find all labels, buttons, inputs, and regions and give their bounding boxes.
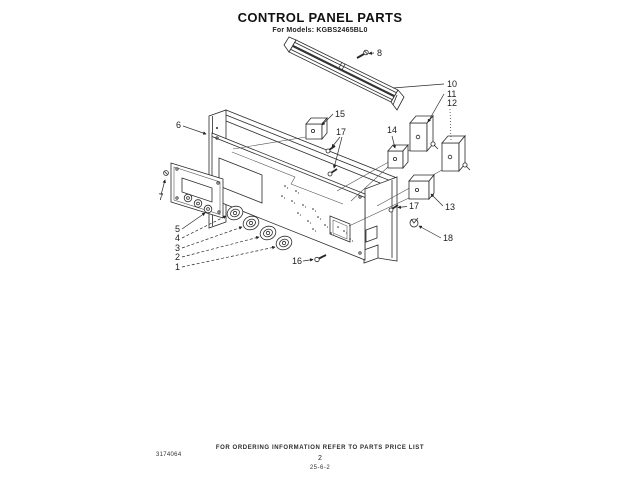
print-code: 25-6-2	[309, 465, 331, 471]
display-button	[204, 205, 212, 213]
screw-16	[315, 255, 326, 262]
callout-5: 5	[174, 224, 180, 234]
page-subtitle: For Models: KGBS2465BL0	[272, 27, 368, 34]
switch-block-13	[409, 175, 434, 199]
callout-2: 2	[174, 252, 180, 262]
document-number: 3174064	[156, 452, 182, 458]
callout-3: 3	[174, 243, 180, 253]
callout-11: 11	[447, 89, 457, 99]
callout-18: 18	[443, 233, 454, 243]
callout-17-top: 17	[335, 127, 347, 137]
screw-17-upper	[326, 146, 337, 176]
switch-block-11	[410, 116, 433, 151]
callout-13: 13	[445, 202, 456, 212]
display-button	[194, 200, 202, 208]
callout-14: 14	[386, 125, 398, 135]
callout-8: 8	[377, 48, 383, 58]
switch-block-12	[442, 136, 465, 171]
callout-12: 12	[447, 98, 458, 108]
knob-2	[258, 224, 278, 242]
switch-block-15	[306, 118, 327, 139]
top-trim-strip	[284, 37, 404, 110]
callout-1: 1	[174, 262, 180, 272]
clip-18	[410, 218, 418, 227]
ordering-note: FOR ORDERING INFORMATION REFER TO PARTS PRICE LIST	[215, 445, 425, 451]
callout-numbers	[158, 48, 457, 272]
callout-4: 4	[174, 233, 180, 243]
callout-16: 16	[291, 256, 302, 266]
display-button	[184, 194, 192, 202]
knob-1	[274, 234, 294, 252]
callout-10: 10	[447, 79, 458, 89]
page-number: 2	[318, 455, 322, 462]
callout-15: 15	[335, 109, 346, 119]
screw-8	[357, 50, 368, 58]
callout-17-right: 17	[409, 201, 420, 211]
screw-7	[164, 171, 169, 176]
callout-7: 7	[158, 192, 164, 202]
page-title: CONTROL PANEL PARTS	[237, 10, 403, 25]
callout-6: 6	[175, 120, 181, 130]
switch-block-14	[388, 145, 408, 168]
